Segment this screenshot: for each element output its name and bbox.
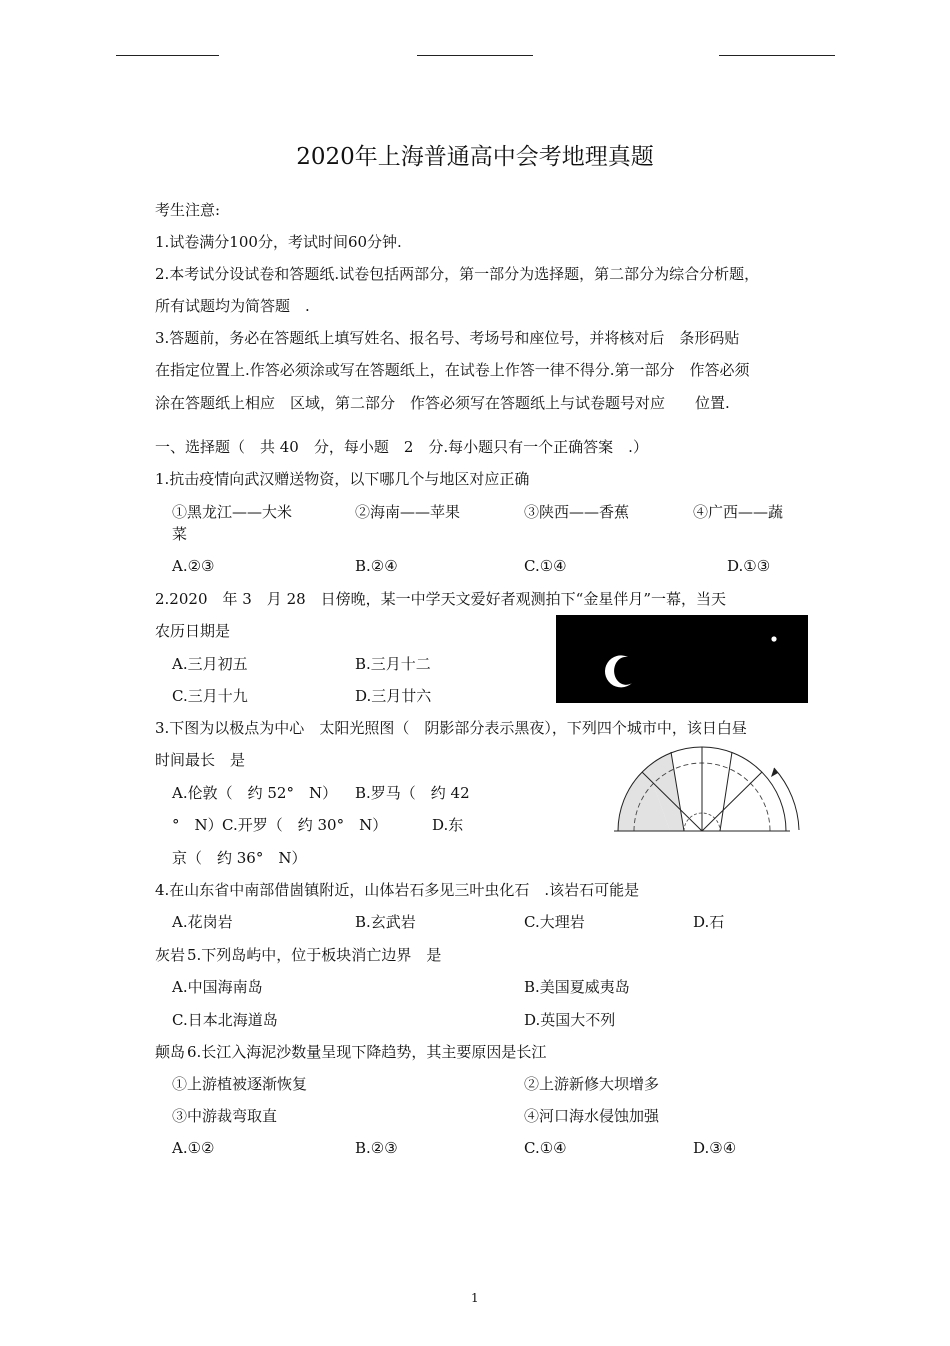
q1-option-3: ③陕西——香蕉 [524, 503, 630, 521]
q1-option-1: ①黑龙江——大米 [172, 503, 293, 521]
q2-choice-d: D.三月廿六 [355, 687, 432, 705]
rotation-arrow-arc [774, 768, 799, 830]
q1-option-2: ②海南——苹果 [355, 503, 461, 521]
notice-heading: 考生注意: [155, 201, 221, 219]
notice-item-2-line2: 所有试题均为简答题 . [155, 297, 310, 315]
rotation-arrow-head [771, 768, 778, 777]
q6-option-3: ③中游裁弯取直 [172, 1107, 278, 1125]
q2-choice-b: B.三月十二 [355, 655, 431, 673]
q4-choice-b: B.玄武岩 [355, 913, 416, 931]
q2-stem-line1: 2.2020 年 3 月 28 日傍晚，某一中学天文爱好者观测拍下“金星伴月”一幕，当天 [155, 590, 726, 608]
q1-option-4-wrap: 菜 [172, 525, 188, 543]
venus-moon-photo [556, 615, 808, 703]
section-heading: 一、选择题（ 共 40 分，每小题 2 分.每小题只有一个正确答案 .） [155, 438, 648, 456]
q1-choice-d: D.①③ [727, 557, 771, 575]
q3-choice-b-wrap: ° N） [172, 816, 223, 834]
q5-stem: 5.下列岛屿中，位于板块消亡边界 是 [187, 946, 442, 964]
q6-choice-c: C.①④ [524, 1139, 567, 1157]
q6-stem: 6.长江入海泥沙数量呈现下降趋势，其主要原因是长江 [187, 1043, 547, 1061]
q4-choice-a: A.花岗岩 [172, 913, 233, 931]
q5-choice-a: A.中国海南岛 [172, 978, 263, 996]
q4-choice-d-wrap: 灰岩 [155, 946, 186, 964]
page-number: 1 [471, 1291, 479, 1305]
q2-choice-a: A.三月初五 [172, 655, 248, 673]
polar-illumination-svg [614, 740, 804, 834]
venus-point [771, 636, 776, 641]
notice-item-2-line1: 2.本考试分设试卷和答题纸.试卷包括两部分，第一部分为选择题，第二部分为综合分析题， [155, 265, 760, 283]
polar-illumination-diagram [614, 740, 804, 838]
meridian-right [702, 772, 762, 831]
header-rule-left [116, 55, 219, 56]
q4-choice-c: C.大理岩 [524, 913, 585, 931]
q5-choice-d: D.英国大不列 [524, 1011, 616, 1029]
page-title: 2020年上海普通高中会考地理真题 [296, 144, 654, 170]
q6-choice-d: D.③④ [693, 1139, 737, 1157]
q3-stem-line2: 时间最长 是 [155, 751, 246, 769]
notice-item-1: 1.试卷满分100分，考试时间60分钟. [155, 233, 402, 251]
notice-item-3-line1: 3.答题前，务必在答题纸上填写姓名、报名号、考场号和座位号，并将核对后 条形码贴 [155, 329, 740, 347]
q2-choice-c: C.三月十九 [172, 687, 248, 705]
q6-choice-b: B.②③ [355, 1139, 398, 1157]
notice-item-3-line3: 涂在答题纸上相应 区域，第二部分 作答必须写在答题纸上与试卷题号对应 位置. [155, 394, 730, 412]
q1-stem: 1.抗击疫情向武汉赠送物资，以下哪几个与地区对应正确 [155, 470, 530, 488]
q1-choice-a: A.②③ [172, 557, 215, 575]
q6-option-1: ①上游植被逐渐恢复 [172, 1075, 308, 1093]
q3-choice-d: D.东 [432, 816, 464, 834]
q1-choice-c: C.①④ [524, 557, 567, 575]
q4-choice-d: D.石 [693, 913, 725, 931]
q6-choice-a: A.①② [172, 1139, 215, 1157]
header-rule-center [417, 55, 533, 56]
q3-choice-d-wrap: 京（ 约 36° N） [172, 849, 307, 867]
notice-item-3-line2: 在指定位置上.作答必须涂或写在答题纸上，在试卷上作答一律不得分.第一部分 作答必须 [155, 361, 750, 379]
q3-stem-line1: 3.下图为以极点为中心 太阳光照图（ 阴影部分表示黑夜），下列四个城市中，该日白昼 [155, 719, 747, 737]
q3-choice-a: A.伦敦（ 约 52° N） [172, 784, 338, 802]
q3-choice-b: B.罗马（ 约 42 [355, 784, 470, 802]
q2-stem-line2: 农历日期是 [155, 622, 231, 640]
q4-stem: 4.在山东省中南部借崮镇附近，山体岩石多见三叶虫化石 .该岩石可能是 [155, 881, 640, 899]
q3-choice-c: C.开罗（ 约 30° N） [222, 816, 388, 834]
q1-choice-b: B.②④ [355, 557, 398, 575]
q6-option-2: ②上游新修大坝增多 [524, 1075, 660, 1093]
q5-choice-d-wrap: 颠岛 [155, 1043, 186, 1061]
venus-moon-image [556, 615, 808, 703]
q6-option-4: ④河口海水侵蚀加强 [524, 1107, 660, 1125]
crescent-moon [605, 655, 632, 687]
header-rule-right [719, 55, 835, 56]
q5-choice-b: B.美国夏威夷岛 [524, 978, 630, 996]
q5-choice-c: C.日本北海道岛 [172, 1011, 278, 1029]
terminator-line-right [720, 752, 732, 831]
q1-option-4: ④广西——蔬 [693, 503, 784, 521]
